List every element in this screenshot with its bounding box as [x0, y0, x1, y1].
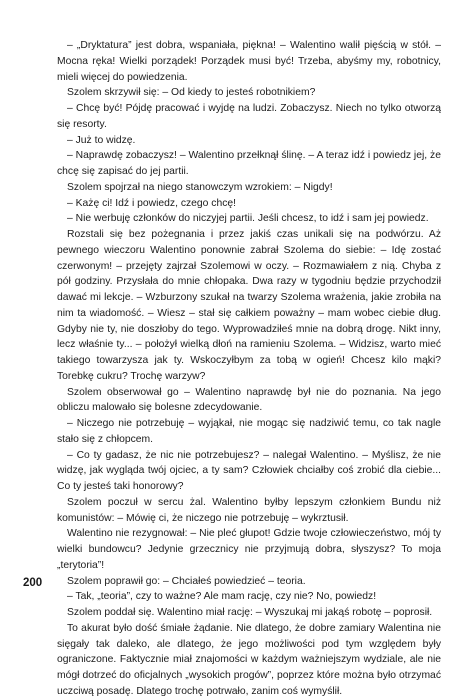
paragraph-14: Walentino nie rezygnował: – Nie pleć głupot! Gdzie twoje człowieczeństwo, mój ty wielki bundowcu? Jedynie grzecznicy nie przyjmują dobra, słyszysz? To moja „terytoria”!: [57, 528, 441, 571]
paragraph-13: Szolem poczuł w sercu żal. Walentino byłby lepszym członkiem Bundu niż komunistów: – Mówię ci, że niczego nie potrzebuję – wykrztusił.: [57, 496, 441, 524]
paragraph-10: Szolem obserwował go – Walentino naprawdę był nie do poznania. Na jego obliczu malowało się bolesne zdecydowanie.: [57, 386, 441, 414]
page-number: 200: [23, 577, 43, 589]
paragraph-2: Szolem skrzywił się: – Od kiedy to jesteś robotnikiem?: [67, 87, 316, 99]
paragraph-6: Szolem spojrzał na niego stanowczym wzrokiem: – Nigdy!: [67, 181, 333, 193]
paragraph-5: – Naprawdę zobaczysz! – Walentino przełknął ślinę. – A teraz idź i powiedz jej, że chcę się zapisać do jej partii.: [57, 150, 441, 177]
paragraph-3: – Chcę być! Pójdę pracować i wyjdę na ludzi. Zobaczysz. Niech no tylko otworzą się resorty.: [57, 103, 441, 130]
paragraph-1: – „Dryktatura” jest dobra, wspaniała, piękna! – Walentino walił pięścią w stół. – Mocna ręka! Wielki porządek! Porządek musi być! Trzeba, abyśmy my, robotnicy, mieli więcej do powiedzenia.: [57, 40, 441, 83]
paragraph-18: To akurat było dość śmiałe żądanie. Nie dlatego, że dobre zamiary Walentina nie sięgały tak daleko, ale dlatego, że jego możliwości pod tym względem były ograniczone. Faktycznie miał znajomości w każdym ważniejszym wydziale, ale nie mógł dotrzeć do oficjalnych „wysokich progów”, poprzez które można było otrzymać uczciwą posadę. Dlatego trochę potrwało, zanim coś wymyślił.: [57, 622, 441, 697]
paragraph-16: – Tak, „teoria”, czy to ważne? Ale mam rację, czy nie? No, powiedz!: [67, 591, 377, 603]
paragraph-11: – Niczego nie potrzebuję – wyjąkał, nie mogąc się nadziwić temu, co tak nagle stało się z chłopcem.: [57, 418, 441, 445]
paragraph-12: – Co ty gadasz, że nic nie potrzebujesz? – nalegał Walentino. – Myślisz, że nie widzę, jak wygląda twój ojciec, a ty sam? Człowiek chciałby coś zrobić dla ciebie... Co ty jesteś taki honorowy?: [57, 449, 441, 492]
paragraph-4: – Już to widzę.: [67, 134, 136, 146]
paragraph-7: – Każę ci! Idź i powiedz, czego chcę!: [67, 197, 237, 209]
paragraph-15: Szolem poprawił go: – Chciałeś powiedzieć – teoria.: [67, 575, 306, 587]
paragraph-9: Rozstali się bez pożegnania i przez jakiś czas unikali się na podwórzu. Aż pewnego wieczoru Walentino ponownie zabrał Szolema do siebie: – Idę zostać czerwonym! – przejęty zajrzał Szolemowi w oczy. – Rozmawiałem z nią. Chyba z pół godziny. Przysłała do mnie chłopaka. Dwa razy w tygodniu będzie przychodził dawać mi lekcje. – Wzburzony szukał na twarzy Szolema wrażenia, jakie zrobiła na nim ta wiadomość. – Wiesz – stał się całkiem poważny – mam wobec ciebie dług. Gdyby nie ty, nie doszłoby do tego. Wyprowadziłeś mnie na dobrą drogę. Nikt inny, lecz właśnie ty... – położył wielką dłoń na ramieniu Szolema. – Widzisz, warto mieć takiego towarzysza jak ty. Wskoczyłbym za tobą w ogień! Chcesz kilo mąki? Torebkę cukru? Trochę warzyw?: [57, 229, 441, 382]
paragraph-8: – Nie werbuję członków do niczyjej partii. Jeśli chcesz, to idź i sam jej powiedz.: [67, 213, 429, 225]
paragraph-17: Szolem poddał się. Walentino miał rację: – Wyszukaj mi jakąś robotę – poprosił.: [67, 607, 433, 618]
body-text: [57, 38, 441, 700]
